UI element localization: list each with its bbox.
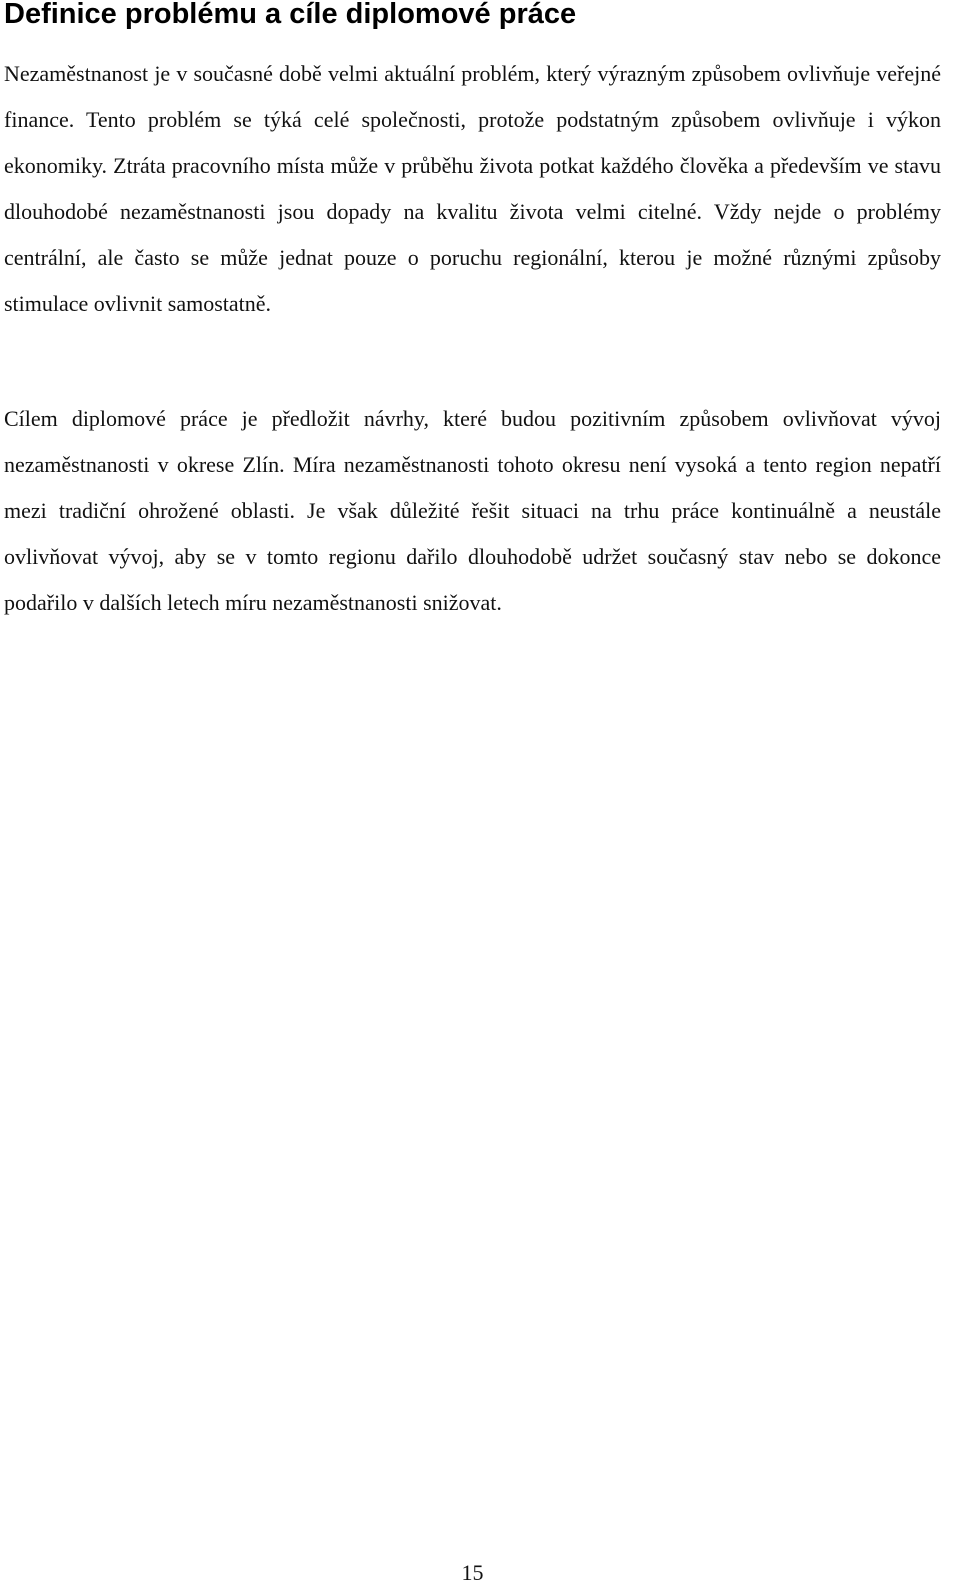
paragraph-2: Cílem diplomové práce je předložit návrhy, které budou pozitivním způsobem ovlivňovat vývoj nezaměstnanosti v okrese Zlín. Míra nezaměstnanosti tohoto okresu není vysoká a tento region nepatří mezi tradiční ohrožené oblasti. Je však důležité řešit situaci na trhu práce kontinuálně a neustále ovlivňovat vývoj, aby se v tomto regionu dařilo dlouhodobě udržet současný stav nebo se dokonce podařilo v dalších letech míru nezaměstnanosti snižovat.: [4, 406, 941, 615]
paragraph-1: Nezaměstnanost je v současné době velmi aktuální problém, který výrazným způsobem ovlivňuje veřejné finance. Tento problém se týká celé společnosti, protože podstatným způsobem ovlivňuje i výkon ekonomiky. Ztráta pracovního místa může v průběhu života potkat každého člověka a především ve stavu dlouhodobé nezaměstnanosti jsou dopady na kvalitu života velmi citelné. Vždy nejde o problémy centrální, ale často se může jednat pouze o poruchu regionální, kterou je možné různými způsoby stimulace ovlivnit samostatně.: [4, 61, 941, 316]
section-heading: Definice problému a cíle diplomové práce: [4, 0, 577, 30]
page-number: 15: [461, 1560, 484, 1585]
